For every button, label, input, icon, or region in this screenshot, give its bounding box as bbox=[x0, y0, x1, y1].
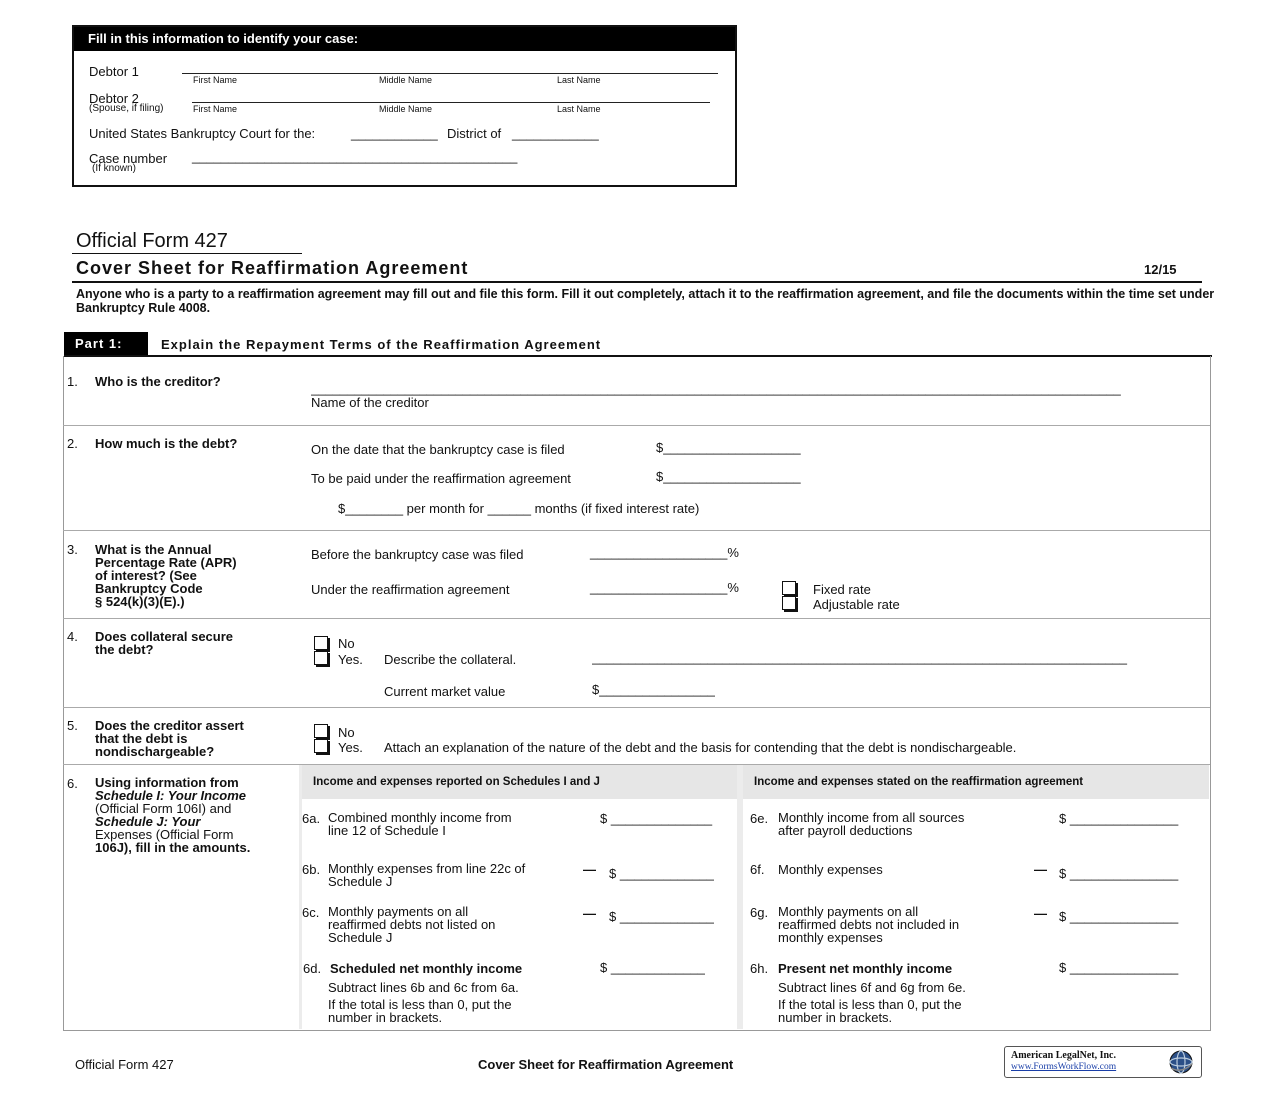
q4-number: 4. bbox=[67, 629, 78, 644]
line-6b-code: 6b. bbox=[302, 862, 321, 877]
fixed-rate-checkbox[interactable] bbox=[782, 581, 796, 595]
title-rule bbox=[72, 281, 1202, 283]
logo-company: American LegalNet, Inc. bbox=[1011, 1050, 1116, 1061]
line-6d-code: 6d. bbox=[303, 961, 322, 976]
minus-sign: — bbox=[583, 906, 596, 921]
nondischargeable-no-checkbox[interactable] bbox=[314, 724, 328, 738]
debtor2-middle-caption: Middle Name bbox=[379, 104, 433, 114]
form-title: Cover Sheet for Reaffirmation Agreement bbox=[76, 258, 469, 278]
line-6d-note: Subtract lines 6b and 6c from 6a. bbox=[328, 980, 519, 995]
nondischargeable-attach-text: Attach an explanation of the nature of the debt and the basis for contending that the debt is nondischargeable. bbox=[384, 740, 1017, 755]
line-6h-label: Present net monthly income bbox=[778, 961, 953, 976]
row-divider bbox=[63, 530, 1210, 531]
q3-question: What is the Annual Percentage Rate (APR) of interest? (See Bankruptcy Code § 524(k)(3)(E).) bbox=[95, 542, 237, 609]
right-column-header: Income and expenses stated on the reaffirmation agreement bbox=[743, 765, 1209, 799]
creditor-name-caption: Name of the creditor bbox=[311, 395, 429, 410]
apr-before-field[interactable]: ___________________% bbox=[590, 545, 739, 560]
case-number-field[interactable]: _____________________________________________ bbox=[192, 149, 518, 164]
americanlegalnet-logo[interactable] bbox=[1004, 1046, 1202, 1078]
q6-number: 6. bbox=[67, 776, 78, 791]
line-6c-field[interactable]: $ _____________ bbox=[609, 909, 714, 924]
district-label: District of bbox=[447, 126, 502, 141]
footer-form-number: Official Form 427 bbox=[75, 1057, 174, 1072]
form-number-rule bbox=[72, 253, 302, 254]
line-6g-code: 6g. bbox=[750, 905, 769, 920]
court-label: United States Bankruptcy Court for the: bbox=[89, 126, 316, 141]
market-value-label: Current market value bbox=[384, 684, 506, 699]
case-info-box bbox=[72, 25, 737, 187]
debtor1-label: Debtor 1 bbox=[89, 64, 139, 79]
q5-question: Does the creditor assert that the debt is nondischargeable? bbox=[95, 718, 244, 759]
market-value-field[interactable]: $________________ bbox=[592, 682, 715, 697]
q5-number: 5. bbox=[67, 718, 78, 733]
debt-reaffirm-label: To be paid under the reaffirmation agreement bbox=[311, 471, 571, 486]
fixed-rate-label: Fixed rate bbox=[813, 582, 871, 597]
line-6h-field[interactable]: $ _______________ bbox=[1059, 960, 1179, 975]
minus-sign: — bbox=[1034, 862, 1047, 877]
collateral-describe-label: Describe the collateral. bbox=[384, 652, 517, 667]
line-6b-label: Monthly expenses from line 22c of Schedule J bbox=[328, 861, 526, 889]
column-divider bbox=[737, 765, 743, 1029]
adjustable-rate-label: Adjustable rate bbox=[813, 597, 900, 612]
form-instructions: Anyone who is a party to a reaffirmation agreement may fill out and file this form. Fill it out completely, attach it to the reaffirmation agreement, and file the documents within the time set under Bankruptcy Rule 4008. bbox=[76, 287, 1215, 315]
globe-icon bbox=[1165, 1048, 1197, 1076]
q3-number: 3. bbox=[67, 542, 78, 557]
q6-question: Using information from Schedule I: Your Income (Official Form 106I) and Schedule J: Your Expenses (Official Form 106J), fill in the amounts. bbox=[95, 775, 251, 855]
debtor2-sub-label: (Spouse, if filing) bbox=[89, 103, 164, 114]
row-divider bbox=[63, 425, 1210, 426]
collateral-yes-label: Yes. bbox=[338, 652, 363, 667]
court-field[interactable]: ____________ bbox=[351, 126, 438, 141]
debtor1-name-field[interactable] bbox=[182, 73, 718, 74]
debtor2-last-caption: Last Name bbox=[557, 104, 601, 114]
collateral-no-label: No bbox=[338, 636, 355, 651]
debtor1-middle-caption: Middle Name bbox=[379, 75, 433, 85]
logo-url[interactable]: www.FormsWorkFlow.com bbox=[1011, 1062, 1117, 1072]
apr-under-label: Under the reaffirmation agreement bbox=[311, 582, 510, 597]
line-6a-label: Combined monthly income from line 12 of Schedule I bbox=[328, 810, 512, 838]
line-6b-field[interactable]: $ _____________ bbox=[609, 866, 714, 881]
line-6h-code: 6h. bbox=[750, 961, 769, 976]
line-6d-field[interactable]: $ _____________ bbox=[600, 960, 705, 975]
apr-before-label: Before the bankruptcy case was filed bbox=[311, 547, 524, 562]
q4-question: Does collateral secure the debt? bbox=[95, 629, 234, 657]
line-6h-note: Subtract lines 6f and 6g from 6e. bbox=[778, 980, 966, 995]
debtor2-label: Debtor 2 bbox=[89, 91, 139, 106]
apr-under-field[interactable]: ___________________% bbox=[590, 580, 739, 595]
monthly-payment-line[interactable]: $________ per month for ______ months (if fixed interest rate) bbox=[338, 501, 700, 516]
minus-sign: — bbox=[583, 862, 596, 877]
left-column-header: Income and expenses reported on Schedules I and J bbox=[302, 765, 737, 799]
creditor-name-field[interactable]: ________________________________________________________________________________________________________________ bbox=[311, 381, 1121, 396]
line-6f-field[interactable]: $ _______________ bbox=[1059, 866, 1179, 881]
line-6e-field[interactable]: $ _______________ bbox=[1059, 811, 1179, 826]
case-box-header: Fill in this information to identify your case: bbox=[74, 27, 735, 51]
q2-number: 2. bbox=[67, 436, 78, 451]
debtor1-last-caption: Last Name bbox=[557, 75, 601, 85]
debtor2-name-field[interactable] bbox=[192, 102, 710, 103]
line-6c-label: Monthly payments on all reaffirmed debts not listed on Schedule J bbox=[328, 904, 496, 945]
line-6d-bracket-note: If the total is less than 0, put the number in brackets. bbox=[328, 997, 512, 1025]
line-6h-bracket-note: If the total is less than 0, put the number in brackets. bbox=[778, 997, 962, 1025]
debt-on-filing-field[interactable]: $___________________ bbox=[656, 440, 801, 455]
q1-number: 1. bbox=[67, 374, 78, 389]
line-6f-label: Monthly expenses bbox=[778, 862, 883, 877]
debt-reaffirm-field[interactable]: $___________________ bbox=[656, 469, 801, 484]
line-6d-label: Scheduled net monthly income bbox=[330, 961, 523, 976]
line-6a-code: 6a. bbox=[302, 811, 321, 826]
line-6f-code: 6f. bbox=[750, 862, 765, 877]
debt-on-filing-label: On the date that the bankruptcy case is filed bbox=[311, 442, 565, 457]
line-6c-code: 6c. bbox=[302, 905, 320, 920]
minus-sign: — bbox=[1034, 906, 1047, 921]
part1-title: Explain the Repayment Terms of the Reaffirmation Agreement bbox=[161, 337, 602, 352]
nondischargeable-yes-label: Yes. bbox=[338, 740, 363, 755]
collateral-no-checkbox[interactable] bbox=[314, 636, 328, 650]
case-number-label: Case number bbox=[89, 151, 168, 166]
line-6e-code: 6e. bbox=[750, 811, 769, 826]
collateral-description-field[interactable]: __________________________________________________________________________ bbox=[592, 650, 1128, 665]
q1-question: Who is the creditor? bbox=[95, 374, 221, 389]
district-field[interactable]: ____________ bbox=[512, 126, 599, 141]
debtor2-first-caption: First Name bbox=[193, 104, 238, 114]
line-6a-field[interactable]: $ ______________ bbox=[600, 811, 713, 826]
row-divider bbox=[63, 707, 1210, 708]
adjustable-rate-checkbox[interactable] bbox=[782, 596, 796, 610]
line-6e-label: Monthly income from all sources after payroll deductions bbox=[778, 810, 965, 838]
form-number: Official Form 427 bbox=[76, 230, 228, 252]
collateral-yes-checkbox[interactable] bbox=[314, 651, 328, 665]
part1-tab: Part 1: bbox=[64, 332, 148, 356]
nondischargeable-no-label: No bbox=[338, 725, 355, 740]
debtor1-first-caption: First Name bbox=[193, 75, 238, 85]
nondischargeable-yes-checkbox[interactable] bbox=[314, 739, 328, 753]
case-number-sub-label: (If known) bbox=[92, 163, 136, 174]
form-version: 12/15 bbox=[1144, 262, 1177, 277]
row-divider bbox=[63, 618, 1210, 619]
line-6g-label: Monthly payments on all reaffirmed debts not included in monthly expenses bbox=[778, 904, 960, 945]
footer-form-title: Cover Sheet for Reaffirmation Agreement bbox=[478, 1057, 734, 1072]
q2-question: How much is the debt? bbox=[95, 436, 238, 451]
line-6g-field[interactable]: $ _______________ bbox=[1059, 909, 1179, 924]
